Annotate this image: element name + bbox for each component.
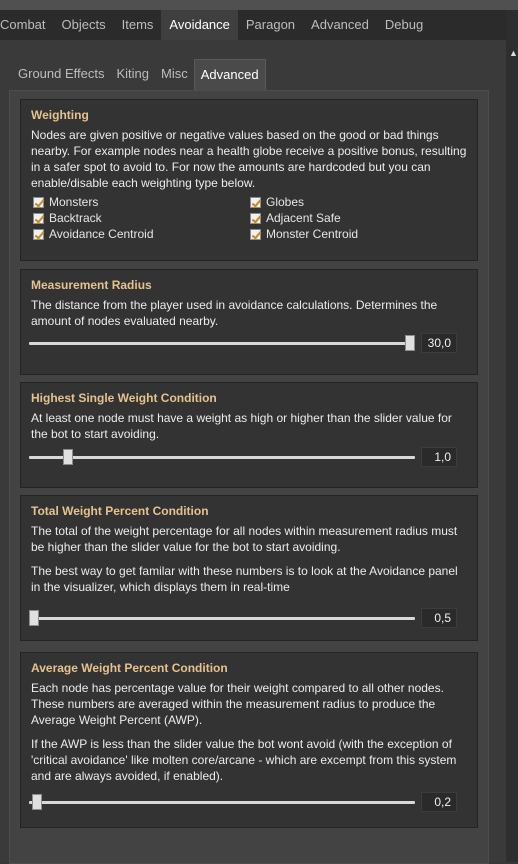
highest-single-weight-title: Highest Single Weight Condition (31, 391, 217, 405)
checkbox-checked-icon[interactable] (33, 197, 44, 208)
checkbox-checked-icon[interactable] (250, 197, 261, 208)
scroll-up-arrow-icon[interactable]: ▲ (509, 48, 518, 58)
tab-combat[interactable]: Combat (0, 17, 46, 32)
tab-avoidance[interactable]: Avoidance (161, 10, 237, 40)
highest-single-weight-value: 1,0 (421, 447, 457, 467)
adjacent-safe-checkbox[interactable] (250, 210, 341, 226)
subtab-misc[interactable]: Misc (161, 66, 188, 81)
tab-advanced[interactable]: Advanced (311, 17, 369, 32)
weighting-checkboxes (31, 194, 467, 242)
monsters-label: Monsters (49, 195, 99, 209)
monster-centroid-label: Monster Centroid (266, 227, 359, 241)
total-weight-percent-description: The total of the weight percentage for all nodes within measurement radius must be higher than the slider value for the bot to start avoiding. (31, 524, 458, 554)
measurement-radius-slider[interactable] (29, 332, 469, 354)
highest-single-weight-description: At least one node must have a weight as high or higher than the slider value for the bot to start avoiding. (31, 411, 452, 441)
average-weight-percent-title: Average Weight Percent Condition (31, 661, 228, 675)
average-weight-percent-value: 0,2 (421, 792, 457, 812)
tab-paragon[interactable]: Paragon (245, 17, 296, 32)
weighting-description: Nodes are given positive or negative values based on the good or bad things nearby. For example nodes near a health globe receive a positive bonus, resulting in a safer spot to avoid to. For now the amounts are hardcoded but you can enable/disable each weighting type below. (31, 128, 467, 190)
total-weight-percent-value: 0,5 (421, 608, 457, 628)
highest-single-weight-slider[interactable] (29, 446, 469, 468)
total-weight-percent-note: The best way to get familar with these numbers is to look at the Avoidance panel in the visualizer, which displays them in real-time (31, 564, 458, 594)
window-top-strip (0, 0, 518, 10)
slider-track[interactable] (29, 456, 415, 459)
checkbox-checked-icon[interactable] (250, 213, 261, 224)
slider-track[interactable] (29, 617, 415, 620)
measurement-radius-group (20, 269, 478, 375)
tab-items[interactable]: Items (121, 17, 154, 32)
subtab-kiting[interactable]: Kiting (116, 66, 150, 81)
sub-tab-bar (12, 59, 266, 89)
average-weight-percent-group (20, 652, 478, 828)
backtrack-checkbox[interactable] (33, 210, 102, 226)
slider-thumb[interactable] (29, 610, 39, 626)
measurement-radius-value: 30,0 (421, 333, 457, 353)
avoidance-content (0, 40, 506, 862)
measurement-radius-description: The distance from the player used in avoidance calculations. Determines the amount of nodes evaluated nearby. (31, 298, 438, 328)
total-weight-percent-title: Total Weight Percent Condition (31, 504, 209, 518)
vertical-scrollbar[interactable] (506, 10, 518, 862)
subtab-advanced[interactable]: Advanced (194, 59, 266, 90)
adjacent-safe-label: Adjacent Safe (266, 211, 341, 225)
subtab-ground-effects[interactable]: Ground Effects (18, 66, 105, 81)
slider-thumb[interactable] (405, 335, 415, 351)
globes-label: Globes (266, 195, 305, 209)
weighting-group (20, 99, 478, 261)
slider-thumb[interactable] (63, 449, 73, 465)
checkbox-checked-icon[interactable] (33, 213, 44, 224)
main-tab-bar (0, 10, 506, 40)
measurement-radius-title: Measurement Radius (31, 278, 152, 292)
monsters-checkbox[interactable] (33, 194, 98, 210)
average-weight-percent-note: If the AWP is less than the slider value the bot wont avoid (with the exception of 'critical avoidance' like molten core/arcane - which are excempt from this system and are always avoided, if enabled). (31, 737, 457, 783)
tab-objects[interactable]: Objects (61, 17, 106, 32)
avoidance-centroid-checkbox[interactable] (33, 226, 154, 242)
monster-centroid-checkbox[interactable] (250, 226, 358, 242)
highest-single-weight-group (20, 382, 478, 488)
average-weight-percent-slider[interactable] (29, 791, 469, 813)
average-weight-percent-description: Each node has percentage value for their weight compared to all other nodes. These numbers are averaged within the measurement radius to produce the Average Weight Percent (AWP). (31, 681, 444, 727)
total-weight-percent-slider[interactable] (29, 607, 469, 629)
slider-track[interactable] (29, 342, 415, 345)
tab-debug[interactable]: Debug (384, 17, 424, 32)
checkbox-checked-icon[interactable] (250, 229, 261, 240)
advanced-panel (9, 90, 489, 864)
weighting-title: Weighting (31, 108, 89, 122)
slider-track[interactable] (29, 801, 415, 804)
avoidance-centroid-label: Avoidance Centroid (49, 227, 154, 241)
slider-thumb[interactable] (32, 794, 42, 810)
total-weight-percent-group (20, 495, 478, 641)
globes-checkbox[interactable] (250, 194, 304, 210)
checkbox-checked-icon[interactable] (33, 229, 44, 240)
backtrack-label: Backtrack (49, 211, 102, 225)
